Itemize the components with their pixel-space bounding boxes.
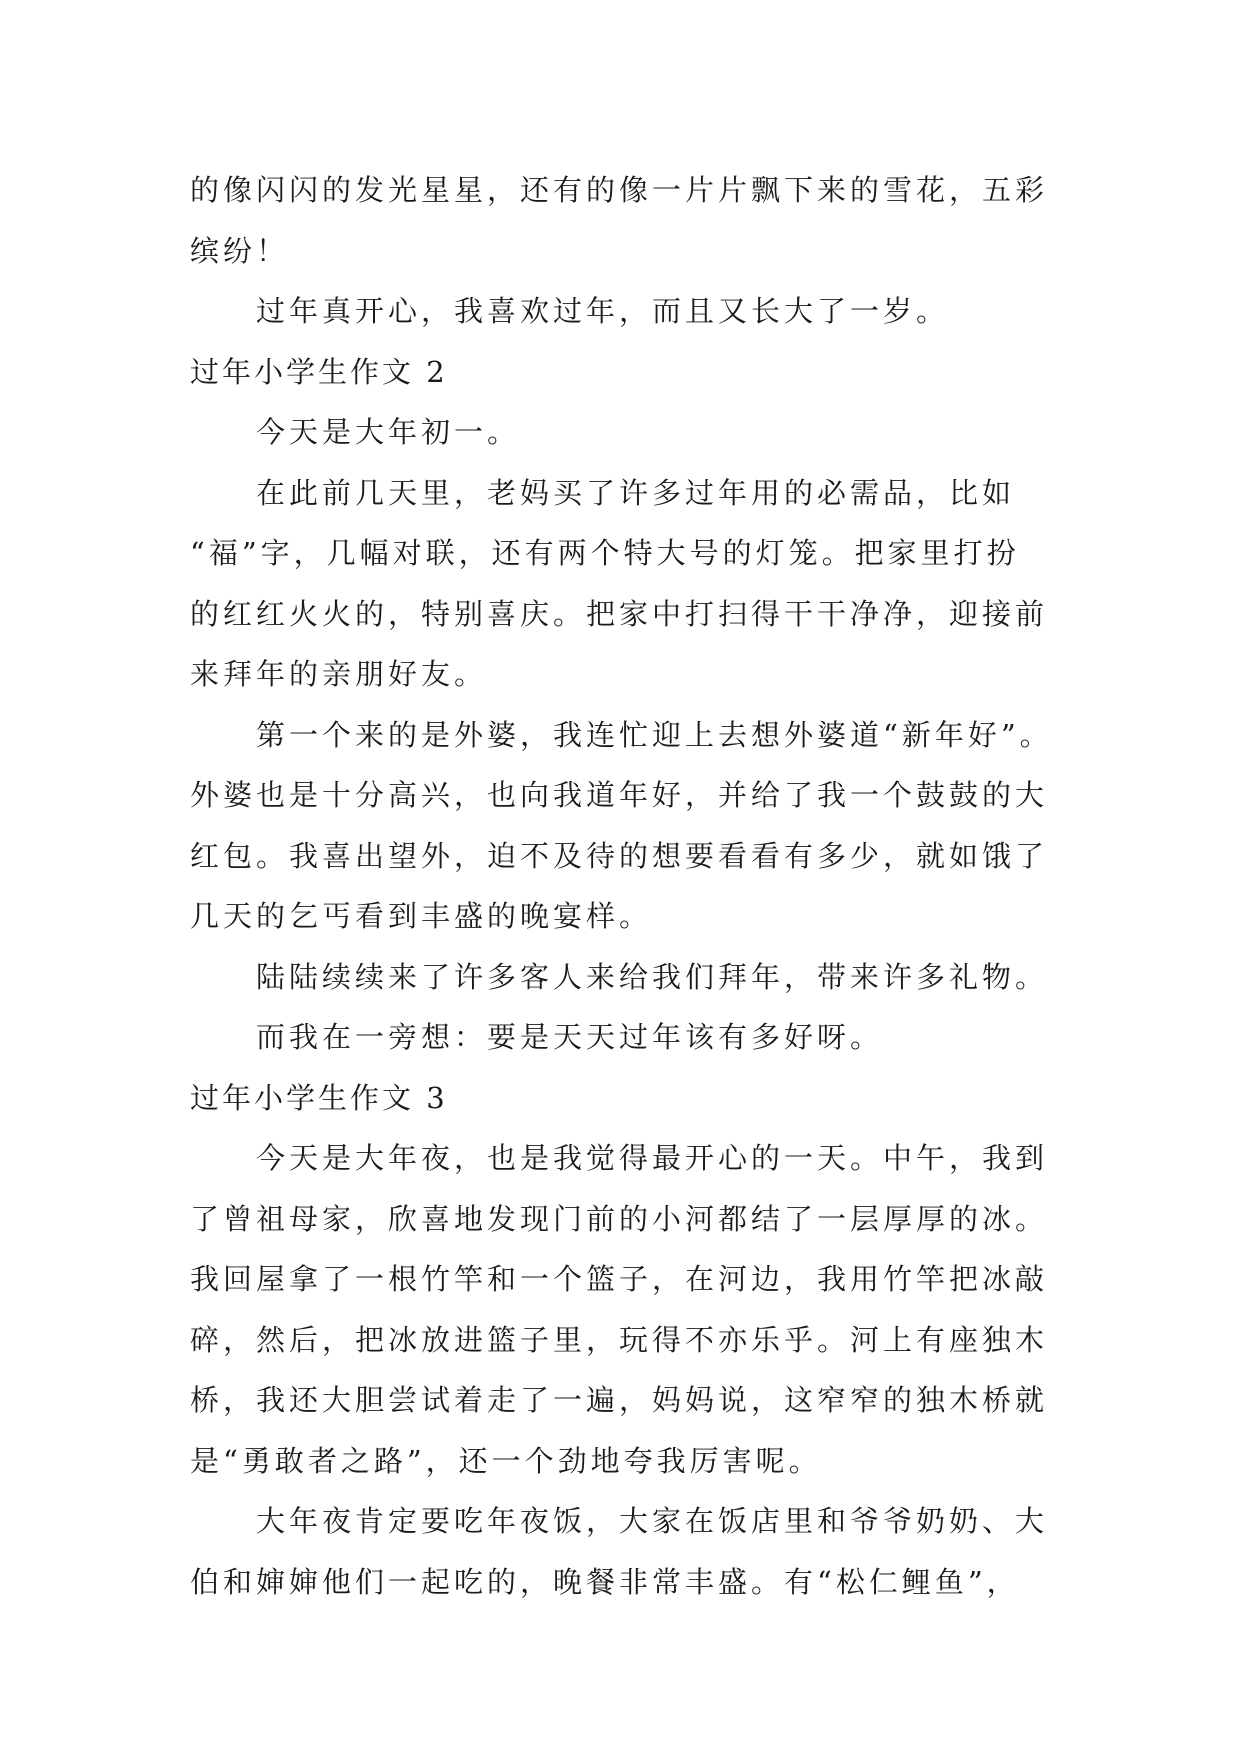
- text-line: 今天是大年初一。: [256, 415, 521, 449]
- text-line: 碎，然后，把冰放进篮子里，玩得不亦乐乎。河上有座独木: [190, 1322, 1049, 1357]
- text-line: 今天是大年夜，也是我觉得最开心的一天。中午，我到: [256, 1141, 1049, 1175]
- text-line: 大年夜肯定要吃年夜饭，大家在饭店里和爷爷奶奶、大: [256, 1504, 1049, 1538]
- text-line: 的像闪闪的发光星星，还有的像一片片飘下来的雪花，五彩: [190, 173, 1049, 207]
- text-line: 外婆也是十分高兴，也向我道年好，并给了我一个鼓鼓的大: [190, 778, 1049, 812]
- section-heading: 过年小学生作文 2: [190, 354, 448, 389]
- text-line: 陆陆续续来了许多客人来给我们拜年，带来许多礼物。: [256, 959, 1049, 994]
- text-line: 是“勇敢者之路”，还一个劲地夸我厉害呢。: [190, 1443, 822, 1478]
- text-line: 几天的乞丐看到丰盛的晚宴样。: [190, 899, 653, 933]
- text-line: 的红红火火的，特别喜庆。把家中打扫得干干净净，迎接前: [190, 596, 1049, 631]
- text-line: 而我在一旁想：要是天天过年该有多好呀。: [256, 1020, 884, 1054]
- text-line: 过年真开心，我喜欢过年，而且又长大了一岁。: [256, 294, 950, 328]
- text-line: 第一个来的是外婆，我连忙迎上去想外婆道“新年好”。: [256, 717, 1053, 752]
- section-heading: 过年小学生作文 3: [190, 1080, 448, 1115]
- text-line: 桥，我还大胆尝试着走了一遍，妈妈说，这窄窄的独木桥就: [190, 1383, 1049, 1417]
- text-line: 缤纷！: [190, 233, 290, 268]
- text-line: 我回屋拿了一根竹竿和一个篮子，在河边，我用竹竿把冰敲: [190, 1262, 1049, 1296]
- text-line: 伯和婶婶他们一起吃的，晚餐非常丰盛。有“松仁鲤鱼”，: [190, 1564, 1020, 1599]
- document-body: [190, 160, 1070, 1612]
- text-line: 在此前几天里，老妈买了许多过年用的必需品，比如: [256, 475, 1016, 510]
- text-line: 了曾祖母家，欣喜地发现门前的小河都结了一层厚厚的冰。: [190, 1201, 1049, 1236]
- text-line: 来拜年的亲朋好友。: [190, 657, 488, 691]
- text-line: 红包。我喜出望外，迫不及待的想要看看有多少，就如饿了: [190, 838, 1049, 873]
- text-line: “福”字，几幅对联，还有两个特大号的灯笼。把家里打扮: [190, 536, 1020, 570]
